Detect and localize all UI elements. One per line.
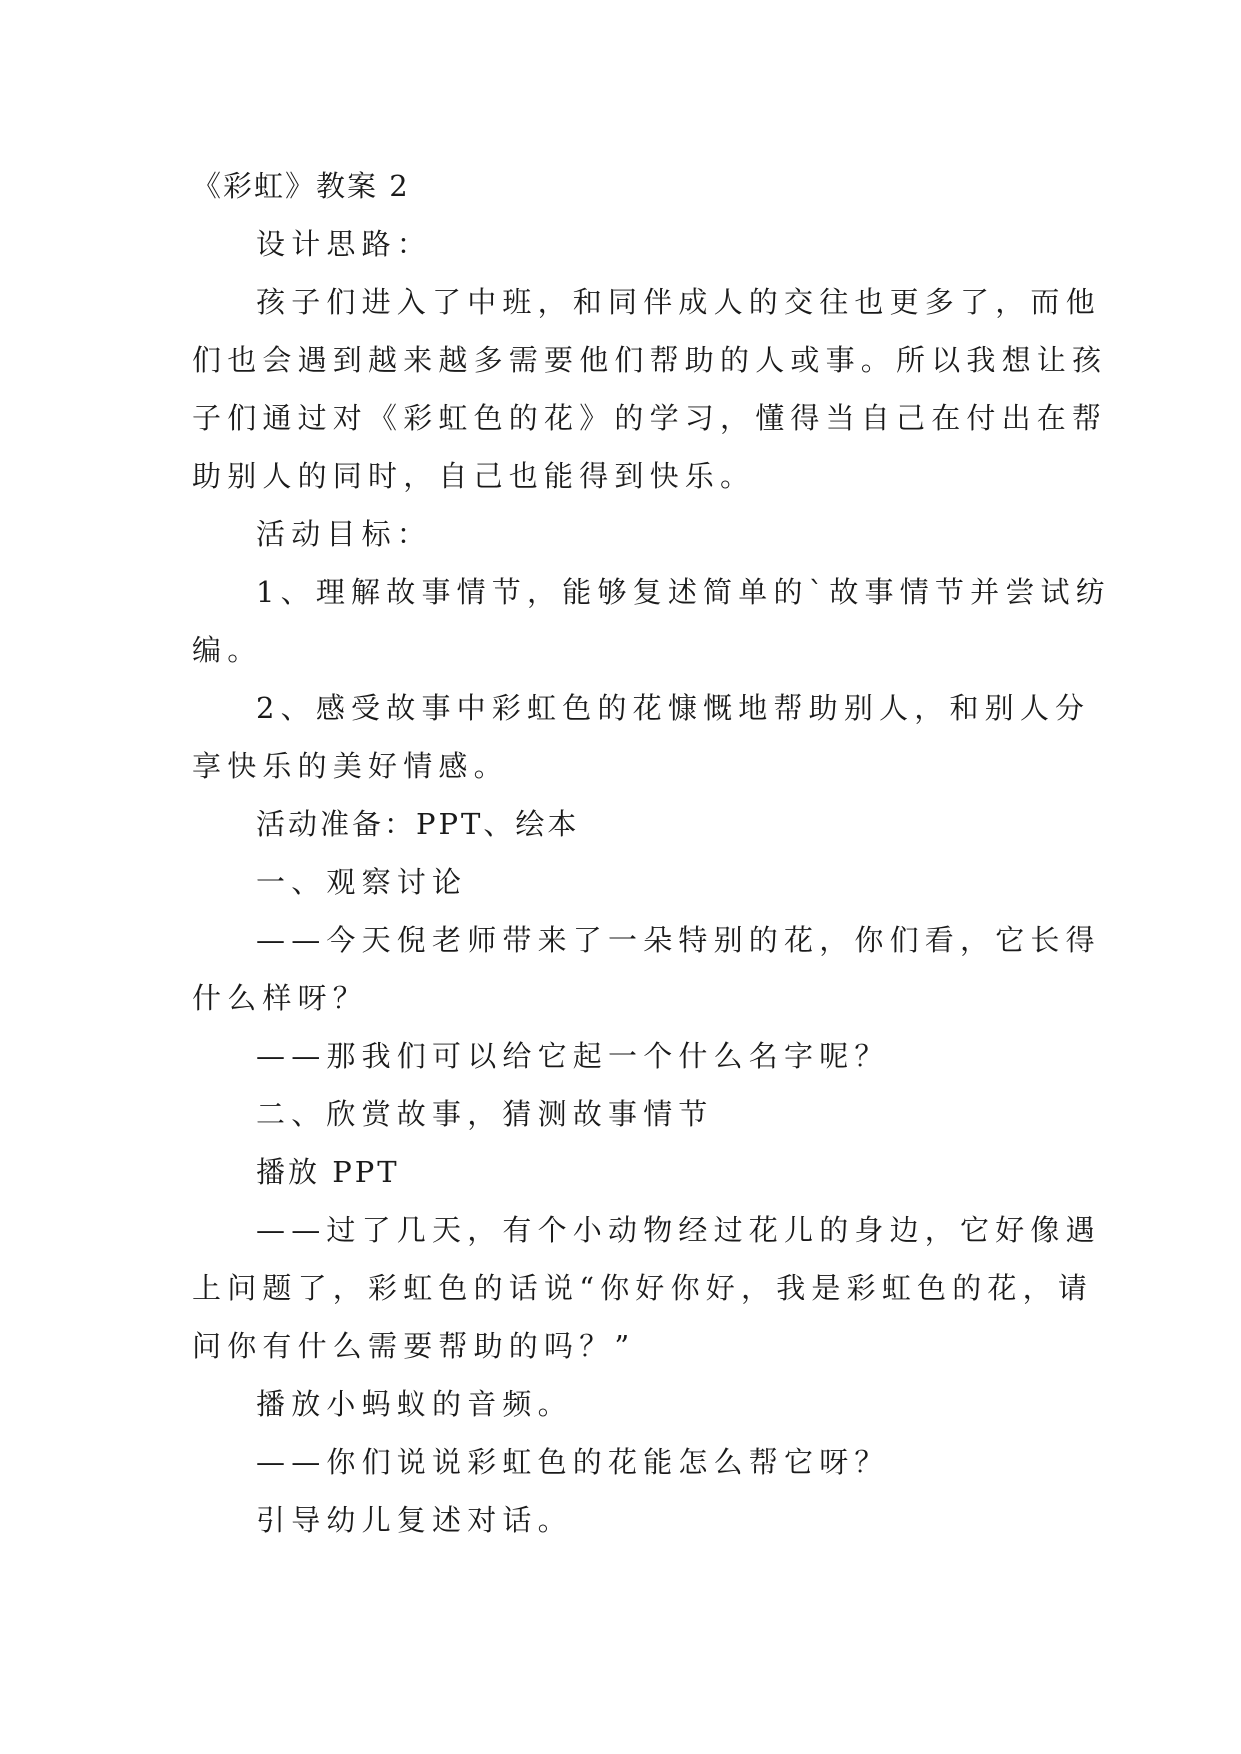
paragraph-line: 助别人的同时，自己也能得到快乐。 <box>192 459 756 493</box>
paragraph-line: 设计思路： <box>256 227 433 261</box>
paragraph-line: 活动目标： <box>256 517 433 551</box>
paragraph-line: ——过了几天，有个小动物经过花儿的身边，它好像遇 <box>256 1213 1101 1247</box>
paragraph-line: 子们通过对《彩虹色的花》的学习，懂得当自己在付出在帮 <box>192 401 1108 435</box>
paragraph-line: ——那我们可以给它起一个什么名字呢？ <box>256 1039 890 1073</box>
paragraph-line: 什么样呀？ <box>192 981 369 1015</box>
paragraph-line: 活动准备：PPT、绘本 <box>256 807 580 841</box>
paragraph-line: ——今天倪老师带来了一朵特别的花，你们看，它长得 <box>256 923 1101 957</box>
paragraph-line: 一、观察讨论 <box>256 865 468 899</box>
paragraph-line: 二、欣赏故事，猜测故事情节 <box>256 1097 714 1131</box>
paragraph-line: 引导幼儿复述对话。 <box>256 1503 573 1537</box>
paragraph-line: 2、感受故事中彩虹色的花慷慨地帮助别人，和别人分 <box>256 691 1091 725</box>
paragraph-line: 孩子们进入了中班，和同伴成人的交往也更多了，而他 <box>256 285 1101 319</box>
paragraph-line: ——你们说说彩虹色的花能怎么帮它呀？ <box>256 1445 890 1479</box>
paragraph-line: 1、理解故事情节，能够复述简单的`故事情节并尝试纺 <box>256 575 1111 609</box>
paragraph-line: 上问题了，彩虹色的话说“你好你好，我是彩虹色的花，请 <box>192 1271 1094 1305</box>
paragraph-line: 们也会遇到越来越多需要他们帮助的人或事。所以我想让孩 <box>192 343 1108 377</box>
paragraph-line: 编。 <box>192 633 263 667</box>
paragraph-line: 问你有什么需要帮助的吗？” <box>192 1329 636 1363</box>
paragraph-line: 播放 PPT <box>256 1155 400 1189</box>
paragraph-line: 享快乐的美好情感。 <box>192 749 509 783</box>
document-title: 《彩虹》教案 2 <box>192 169 410 203</box>
paragraph-line: 播放小蚂蚁的音频。 <box>256 1387 573 1421</box>
